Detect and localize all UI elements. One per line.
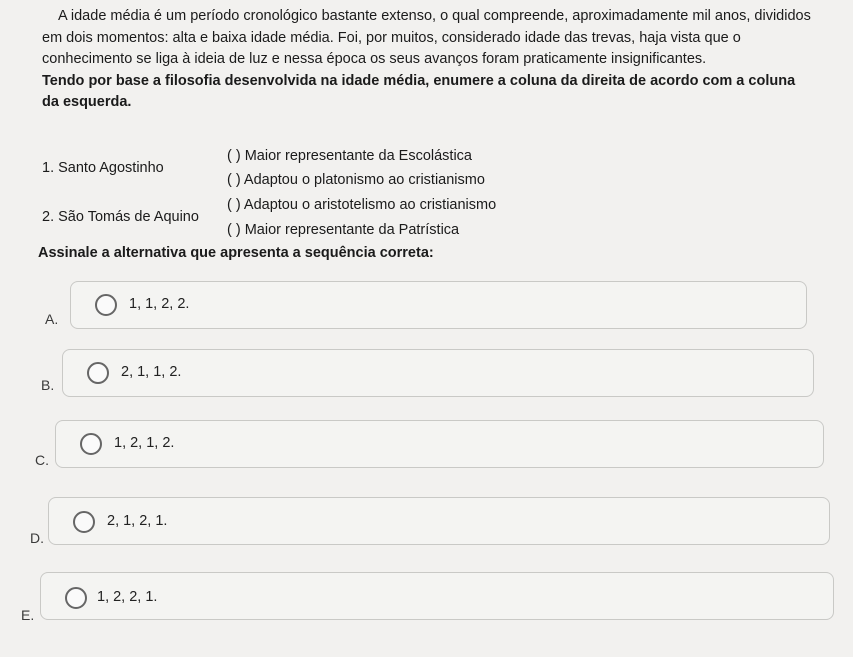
left-item-2: 2. São Tomás de Aquino	[42, 209, 199, 225]
option-c-radio[interactable]	[80, 433, 102, 455]
option-e-text: 1, 2, 2, 1.	[97, 589, 158, 605]
option-d-text: 2, 1, 2, 1.	[107, 513, 168, 529]
option-b-letter: B.	[41, 377, 55, 393]
question-paragraph: A idade média é um período cronológico bastante extenso, o qual compreende, aproximadamente mil anos, divididos em dois momentos: alta e baixa idade média. Foi, por muitos, considerado idade das trevas, haja vista que o conhecimento se liga à ideia de luz e nessa época os seus avanços foram praticamente insignificantes.	[42, 8, 811, 67]
option-e-radio[interactable]	[65, 587, 87, 609]
instruction-text: Assinale a alternativa que apresenta a sequência correta:	[38, 245, 434, 261]
option-e-letter: E.	[21, 607, 35, 623]
option-d[interactable]	[48, 497, 830, 545]
option-a-text: 1, 1, 2, 2.	[129, 296, 190, 312]
option-b-radio[interactable]	[87, 362, 109, 384]
option-c[interactable]	[55, 420, 824, 468]
option-b[interactable]	[62, 349, 814, 397]
option-b-text: 2, 1, 1, 2.	[121, 364, 182, 380]
option-e[interactable]	[40, 572, 834, 620]
option-a[interactable]	[70, 281, 807, 329]
option-d-radio[interactable]	[73, 511, 95, 533]
option-c-text: 1, 2, 1, 2.	[114, 435, 175, 451]
option-c-letter: C.	[35, 452, 49, 468]
right-item-2: ( ) Adaptou o platonismo ao cristianismo	[227, 172, 485, 188]
option-a-radio[interactable]	[95, 294, 117, 316]
right-item-1: ( ) Maior representante da Escolástica	[227, 148, 472, 164]
left-item-1: 1. Santo Agostinho	[42, 160, 164, 176]
right-item-3: ( ) Adaptou o aristotelismo ao cristianismo	[227, 197, 497, 213]
option-d-letter: D.	[30, 530, 44, 546]
question-text	[42, 6, 812, 114]
question-prompt: Tendo por base a filosofia desenvolvida na idade média, enumere a coluna da direita de acordo com a coluna da esquerda.	[42, 72, 796, 110]
option-a-letter: A.	[45, 311, 59, 327]
right-item-4: ( ) Maior representante da Patrística	[227, 222, 460, 238]
